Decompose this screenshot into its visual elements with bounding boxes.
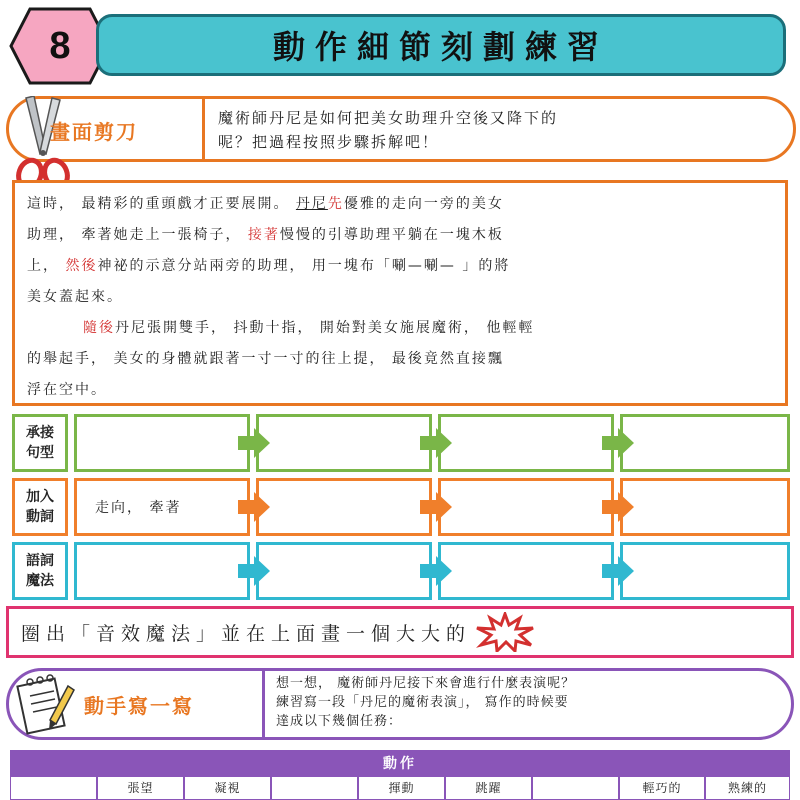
lesson-number: 8 (49, 24, 71, 67)
answer-cell[interactable] (256, 414, 432, 472)
cut-panel-divider (202, 98, 205, 160)
write-panel-label: 動手寫一寫 (84, 694, 194, 718)
row-label-connect: 承接 句型 (12, 414, 68, 472)
story-line: 這時， 最精彩的重頭戲才正要展開。 丹尼先優雅的走向一旁的美女 (27, 196, 504, 212)
question-line: 魔術師丹尼是如何把美女助理升空後又降下的 (218, 109, 559, 127)
notebook-pencil-icon (16, 672, 78, 736)
answer-cell[interactable] (620, 414, 790, 472)
table-cell: 張望 (97, 776, 184, 800)
write-panel-instructions: 想一想， 魔術師丹尼接下來會進行什麼表演呢？ 練習寫一段「丹尼的魔術表演」， 寫作的時候要 達成以下幾個任務： (276, 676, 576, 729)
answer-cell[interactable] (438, 478, 614, 536)
answer-cell[interactable] (438, 542, 614, 600)
story-line: 隨後丹尼張開雙手， 抖動十指， 開始對美女施展魔術， 他輕輕 (83, 320, 535, 336)
table-cell: 熟練的 (705, 776, 790, 800)
write-panel-divider (262, 670, 265, 738)
answer-cell[interactable] (256, 478, 432, 536)
table-cell (10, 776, 97, 800)
story-line: 的舉起手， 美女的身體就跟著一寸一寸的往上提， 最後竟然直接飄 (27, 351, 504, 367)
answer-cell[interactable] (620, 542, 790, 600)
answer-cell[interactable] (74, 542, 250, 600)
question-line: 呢？把過程按照步驟拆解吧！ (218, 133, 440, 151)
table-cell: 揮動 (358, 776, 445, 800)
story-line: 上， 然後神祕的示意分站兩旁的助理， 用一塊布「唰—唰— 」的將 (27, 258, 511, 274)
title-bar (96, 14, 786, 76)
table-cell (532, 776, 619, 800)
table-cell (271, 776, 358, 800)
table-cell: 凝視 (184, 776, 271, 800)
cut-panel-label: 畫面剪刀 (50, 120, 138, 144)
row-label-magic: 語詞 魔法 (12, 542, 68, 600)
action-table-header: 動作 (10, 750, 790, 776)
table-cell: 跳躍 (445, 776, 532, 800)
answer-cell[interactable] (74, 478, 250, 536)
row-label-verb: 加入 動詞 (12, 478, 68, 536)
answer-cell[interactable] (74, 414, 250, 472)
circle-task-box (6, 606, 794, 658)
answer-cell[interactable] (620, 478, 790, 536)
answer-cell[interactable] (256, 542, 432, 600)
table-cell: 輕巧的 (619, 776, 705, 800)
page-title: 動作細節刻劃練習 (272, 28, 609, 66)
story-passage (12, 180, 788, 406)
story-line: 浮在空中。 (27, 382, 107, 398)
circle-task-text: 圈出「音效魔法」並在上面畫一個大大的 (21, 622, 472, 645)
story-line: 助理， 牽著她走上一張椅子， 接著慢慢的引導助理平躺在一塊木板 (27, 227, 504, 243)
cut-panel-question (218, 106, 778, 154)
verb-example: 走向， 牽著 (95, 500, 182, 516)
burst-icon (475, 612, 535, 652)
answer-cell[interactable] (438, 414, 614, 472)
story-line: 美女蓋起來。 (27, 289, 123, 305)
